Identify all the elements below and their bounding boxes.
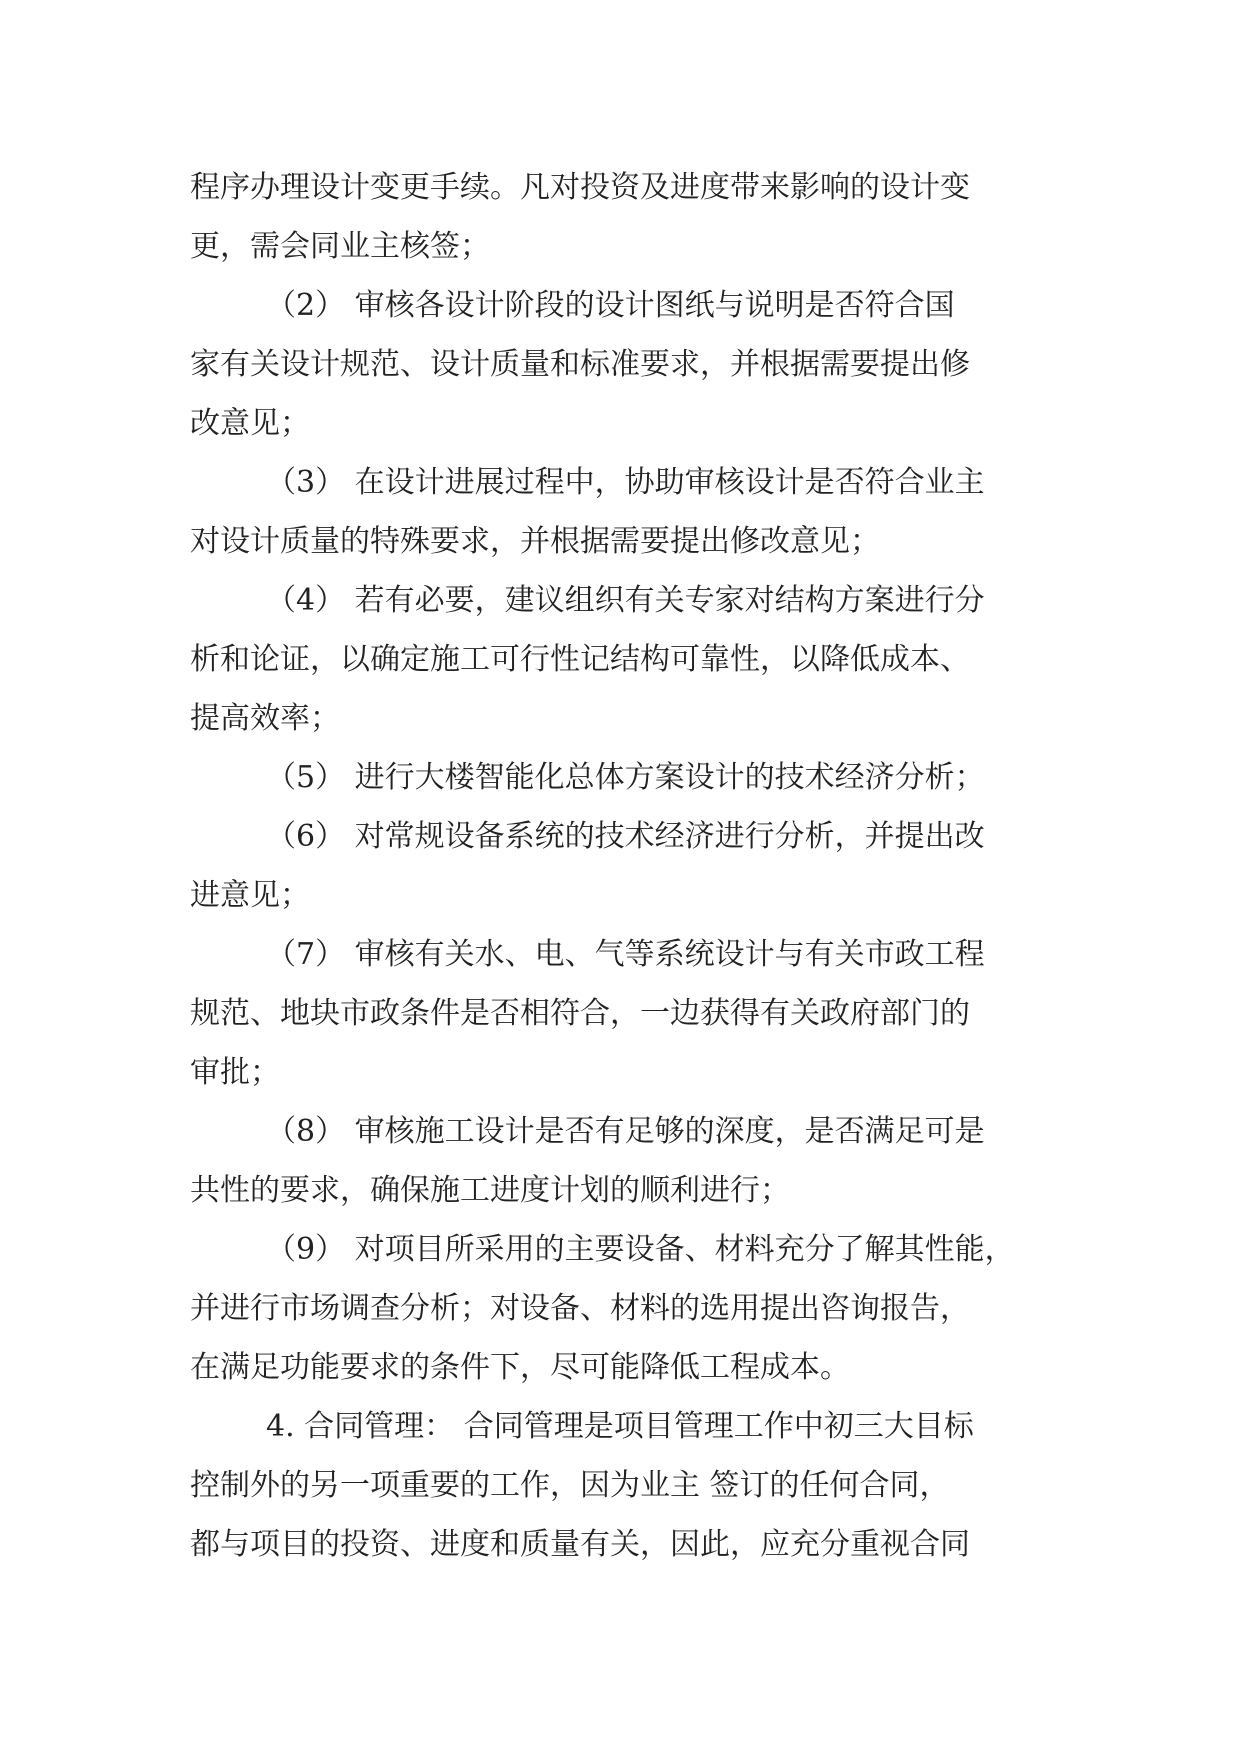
text-line: 家有关设计规范、设计质量和标准要求，并根据需要提出修: [190, 347, 970, 382]
text-line: 4. 合同管理： 合同管理是项目管理工作中初三大目标: [266, 1409, 974, 1444]
text-line: 并进行市场调查分析；对设备、材料的选用提出咨询报告，: [190, 1291, 970, 1326]
text-line: （6） 对常规设备系统的技术经济进行分析，并提出改: [266, 819, 985, 854]
text-line: 共性的要求，确保施工进度计划的顺利进行；: [190, 1173, 790, 1208]
text-line: 改意见；: [190, 406, 310, 441]
text-line: （7） 审核有关水、电、气等系统设计与有关市政工程: [266, 937, 985, 972]
text-line: 审批；: [190, 1055, 280, 1090]
text-line: 程序办理设计变更手续。凡对投资及进度带来影响的设计变: [190, 170, 970, 205]
text-line: 规范、地块市政条件是否相符合，一边获得有关政府部门的: [190, 996, 970, 1031]
text-line: （4） 若有必要，建议组织有关专家对结构方案进行分: [266, 583, 985, 618]
text-line: 在满足功能要求的条件下，尽可能降低工程成本。: [190, 1350, 850, 1385]
text-line: 提高效率；: [190, 701, 340, 736]
text-line: （5） 进行大楼智能化总体方案设计的技术经济分析；: [266, 760, 985, 795]
text-line: （8） 审核施工设计是否有足够的深度，是否满足可是: [266, 1114, 985, 1149]
text-line: 更，需会同业主核签；: [190, 229, 490, 264]
text-line: 都与项目的投资、进度和质量有关，因此，应充分重视合同: [190, 1527, 970, 1562]
text-line: 析和论证，以确定施工可行性记结构可靠性，以降低成本、: [190, 642, 970, 677]
text-line: （2） 审核各设计阶段的设计图纸与说明是否符合国: [266, 288, 955, 323]
text-line: （9） 对项目所采用的主要设备、材料充分了解其性能，: [266, 1232, 1015, 1267]
text-line: 控制外的另一项重要的工作，因为业主 签订的任何合同，: [190, 1468, 950, 1503]
document-body-text: [190, 158, 1060, 1574]
text-line: （3） 在设计进展过程中，协助审核设计是否符合业主: [266, 465, 985, 500]
text-line: 对设计质量的特殊要求，并根据需要提出修改意见；: [190, 524, 880, 559]
text-line: 进意见；: [190, 878, 310, 913]
